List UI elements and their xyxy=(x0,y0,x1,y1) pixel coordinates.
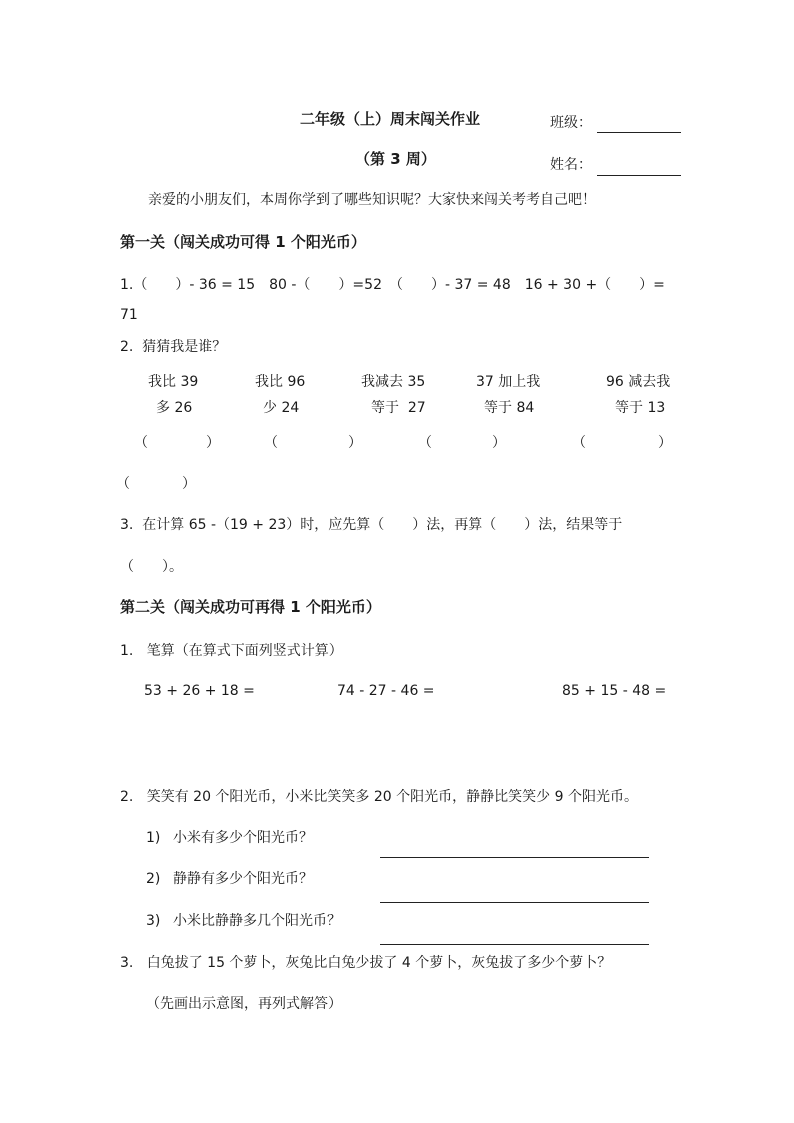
level1-q1-line2: 71 xyxy=(120,307,138,323)
riddle-5-line2: 等于 13 xyxy=(615,400,666,416)
subq-2-answer-line[interactable] xyxy=(380,902,649,903)
answer-4-close: ） xyxy=(658,435,672,451)
subq-3-answer-line[interactable] xyxy=(380,944,649,945)
week-label: （第 3 周） xyxy=(355,150,436,168)
riddle-3-line2: 等于 27 xyxy=(371,400,426,416)
level1-q1-line1: 1.（ ）- 36 = 15 80 -（ ）=52 （ ）- 37 = 48 16 + 30 +（ ）= xyxy=(120,277,665,293)
level1-q3-line2: （ ）。 xyxy=(120,559,183,575)
calc-2: 74 - 27 - 46 = xyxy=(337,683,435,699)
riddle-2-line1: 我比 96 xyxy=(255,374,306,390)
answer-5-open: （ xyxy=(116,476,130,492)
subq-1-answer-line[interactable] xyxy=(380,857,649,858)
level1-heading: 第一关（闯关成功可得 1 个阳光币） xyxy=(120,233,366,251)
riddle-4-line1: 37 加上我 xyxy=(476,374,541,390)
subq-1-text: 小米有多少个阳光币？ xyxy=(173,830,313,846)
level2-q3-note: （先画出示意图，再列式解答） xyxy=(146,996,342,1012)
answer-3-open: （ xyxy=(418,435,432,451)
riddle-5-line1: 96 减去我 xyxy=(606,374,671,390)
page-title: 二年级（上）周末闯关作业 xyxy=(300,110,481,128)
answer-4-open: （ xyxy=(572,435,586,451)
name-label: 姓名： xyxy=(550,157,592,173)
class-label: 班级： xyxy=(550,115,592,131)
riddle-1-line1: 我比 39 xyxy=(148,374,199,390)
name-blank-line[interactable] xyxy=(597,175,681,176)
riddle-3-line1: 我减去 35 xyxy=(361,374,426,390)
answer-2-open: （ xyxy=(264,435,278,451)
riddle-4-line2: 等于 84 xyxy=(484,400,535,416)
calc-1: 53 + 26 + 18 = xyxy=(144,683,255,699)
level1-q3-line1: 3. 在计算 65 -（19 + 23）时，应先算（ ）法，再算（ ）法，结果等于 xyxy=(120,517,623,533)
level2-q3-title: 3. 白兔拔了 15 个萝卜，灰兔比白兔少拔了 4 个萝卜，灰兔拔了多少个萝卜？ xyxy=(120,955,612,971)
answer-5-close: ） xyxy=(182,476,196,492)
answer-1-open: （ xyxy=(134,435,148,451)
level2-q1-title: 1. 笔算（在算式下面列竖式计算） xyxy=(120,643,343,659)
subq-3-text: 小米比静静多几个阳光币？ xyxy=(173,913,341,929)
level1-q2-title: 2. 猜猜我是谁？ xyxy=(120,339,227,355)
answer-1-close: ） xyxy=(206,435,220,451)
subq-1-num: 1) xyxy=(146,830,161,846)
class-blank-line[interactable] xyxy=(597,132,681,133)
level2-q2-title: 2. 笑笑有 20 个阳光币，小米比笑笑多 20 个阳光币，静静比笑笑少 9 个阳光币。 xyxy=(120,789,638,805)
subq-2-num: 2) xyxy=(146,871,161,887)
calc-3: 85 + 15 - 48 = xyxy=(562,683,667,699)
level2-heading: 第二关（闯关成功可再得 1 个阳光币） xyxy=(120,598,381,616)
answer-3-close: ） xyxy=(492,435,506,451)
intro-text: 亲爱的小朋友们，本周你学到了哪些知识呢？大家快来闯关考考自己吧！ xyxy=(148,192,596,208)
riddle-1-line2: 多 26 xyxy=(156,400,193,416)
answer-2-close: ） xyxy=(348,435,362,451)
riddle-2-line2: 少 24 xyxy=(263,400,300,416)
subq-2-text: 静静有多少个阳光币？ xyxy=(173,871,313,887)
subq-3-num: 3) xyxy=(146,913,161,929)
